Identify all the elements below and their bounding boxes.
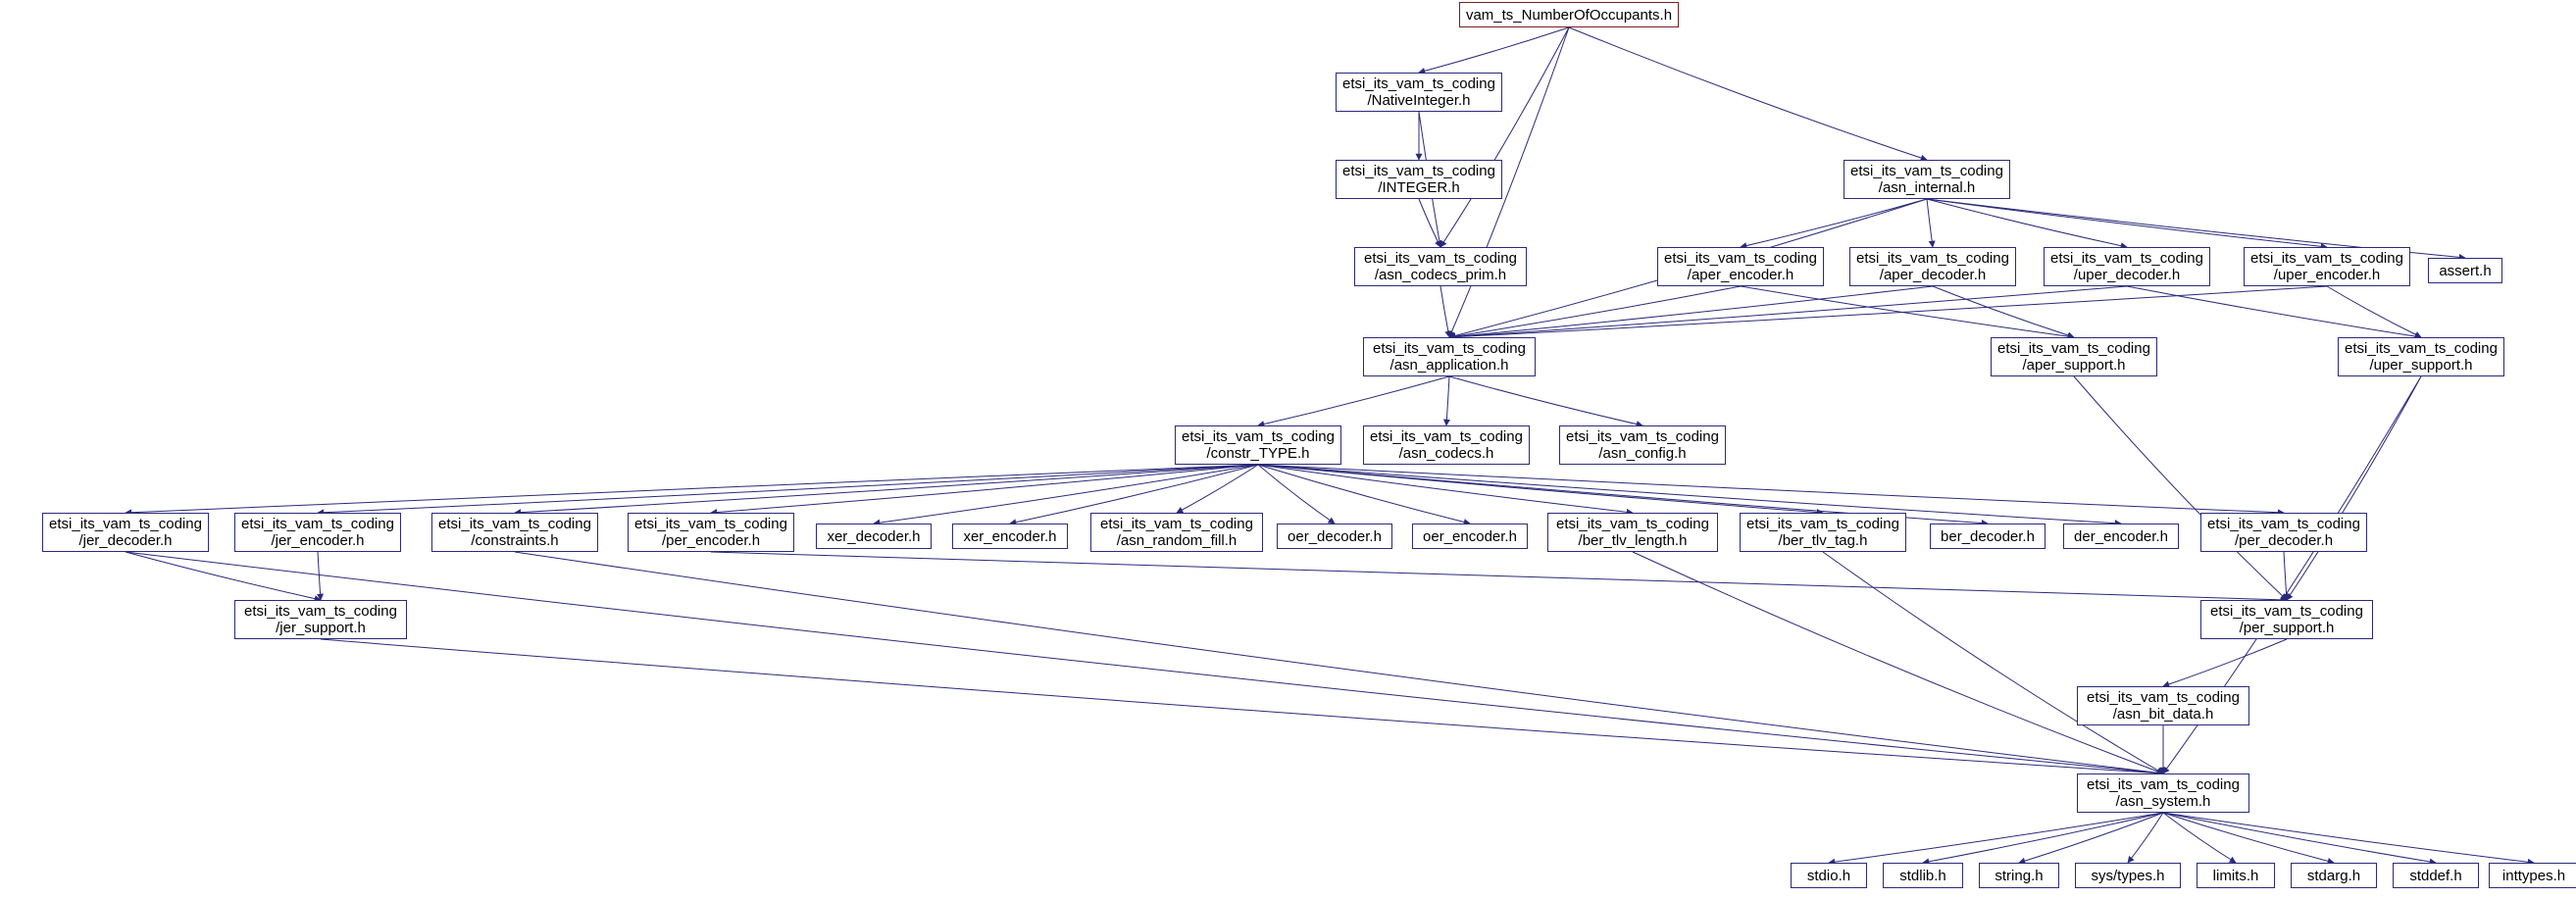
graph-node-label: oer_decoder.h <box>1288 527 1382 545</box>
graph-node-label: /asn_internal.h <box>1878 179 1976 196</box>
graph-node-label: etsi_its_vam_ts_coding <box>1364 250 1517 267</box>
graph-node-jer_decoder[interactable] <box>42 513 209 552</box>
graph-node-label: /jer_decoder.h <box>78 532 173 549</box>
graph-node-assert[interactable] <box>2428 258 2502 283</box>
graph-edge <box>126 552 2163 773</box>
graph-node-per_encoder[interactable] <box>628 513 794 552</box>
graph-node-xer_encoder[interactable] <box>952 524 1068 549</box>
graph-edge <box>2284 552 2287 600</box>
graph-node-label: /asn_config.h <box>1598 445 1687 462</box>
graph-node-label: /uper_encoder.h <box>2273 267 2381 283</box>
graph-node-label: etsi_its_vam_ts_coding <box>2087 689 2240 706</box>
graph-node-label: sys/types.h <box>2091 867 2165 884</box>
graph-node-asn_system[interactable] <box>2077 773 2249 813</box>
graph-edge <box>1927 199 2327 247</box>
graph-node-label: /aper_encoder.h <box>1687 267 1794 283</box>
graph-edge <box>1258 465 1823 513</box>
graph-node-label: /uper_decoder.h <box>2073 267 2181 283</box>
graph-node-nativeinteger[interactable] <box>1336 73 1502 112</box>
graph-node-label: etsi_its_vam_ts_coding <box>241 516 394 532</box>
graph-node-label: etsi_its_vam_ts_coding <box>1566 428 1719 445</box>
graph-edge <box>1177 465 1258 513</box>
graph-node-aper_decoder[interactable] <box>1849 247 2016 286</box>
graph-node-aper_encoder[interactable] <box>1657 247 1824 286</box>
graph-node-label: assert.h <box>2439 262 2492 279</box>
graph-node-uper_decoder[interactable] <box>2044 247 2210 286</box>
graph-node-systypes[interactable] <box>2075 863 2181 888</box>
graph-node-label: vam_ts_NumberOfOccupants.h <box>1465 6 1673 24</box>
graph-node-label: etsi_its_vam_ts_coding <box>2345 340 2498 357</box>
graph-node-label: etsi_its_vam_ts_coding <box>1856 250 2009 267</box>
graph-edge <box>1741 199 1927 247</box>
graph-node-per_decoder[interactable] <box>2200 513 2367 552</box>
graph-node-asn_application[interactable] <box>1363 337 1536 376</box>
graph-node-der_encoder[interactable] <box>2063 524 2179 549</box>
graph-node-label: etsi_its_vam_ts_coding <box>2087 776 2240 793</box>
graph-node-limits[interactable] <box>2197 863 2275 888</box>
graph-node-aper_support[interactable] <box>1991 337 2157 376</box>
graph-node-oer_encoder[interactable] <box>1412 524 1528 549</box>
graph-node-label: /per_support.h <box>2239 620 2335 636</box>
graph-edge <box>1446 376 1449 425</box>
graph-node-label: string.h <box>1995 867 2044 884</box>
graph-node-inttypes[interactable] <box>2489 863 2576 888</box>
graph-node-label: etsi_its_vam_ts_coding <box>1342 163 1495 179</box>
graph-node-label: /jer_support.h <box>276 620 366 636</box>
graph-node-label: etsi_its_vam_ts_coding <box>1556 516 1709 532</box>
graph-node-label: etsi_its_vam_ts_coding <box>2210 603 2363 620</box>
graph-node-ber_decoder[interactable] <box>1930 524 2046 549</box>
graph-node-label: /INTEGER.h <box>1378 179 1460 196</box>
graph-node-constr_TYPE[interactable] <box>1175 425 1341 465</box>
graph-node-label: limits.h <box>2212 867 2259 884</box>
graph-node-per_support[interactable] <box>2200 600 2373 639</box>
graph-node-label: etsi_its_vam_ts_coding <box>1182 428 1335 445</box>
graph-edge <box>1258 465 1470 524</box>
graph-edge <box>1258 465 2284 513</box>
graph-edge <box>1258 376 1449 425</box>
graph-edge <box>1258 465 1633 513</box>
graph-node-asn_internal[interactable] <box>1844 160 2010 199</box>
graph-node-uper_support[interactable] <box>2338 337 2504 376</box>
graph-node-xer_decoder[interactable] <box>816 524 932 549</box>
graph-node-label: etsi_its_vam_ts_coding <box>2250 250 2403 267</box>
graph-node-label: stdarg.h <box>2306 867 2361 884</box>
graph-edge <box>2163 639 2287 686</box>
graph-node-constraints[interactable] <box>431 513 598 552</box>
graph-node-label: /asn_system.h <box>2115 793 2211 810</box>
graph-edge <box>1449 286 1933 337</box>
graph-edge <box>318 465 1258 513</box>
graph-node-label: etsi_its_vam_ts_coding <box>1997 340 2150 357</box>
graph-edge <box>2163 813 2334 863</box>
graph-edge <box>1440 286 1449 337</box>
graph-edge <box>2128 813 2163 863</box>
graph-node-label: /NativeInteger.h <box>1367 92 1471 109</box>
graph-node-label: etsi_its_vam_ts_coding <box>1370 428 1523 445</box>
graph-node-label: /constraints.h <box>471 532 559 549</box>
graph-edge <box>1933 286 2074 337</box>
graph-node-label: /per_decoder.h <box>2234 532 2334 549</box>
graph-node-label: der_encoder.h <box>2074 527 2168 545</box>
graph-node-label: stdlib.h <box>1899 867 1946 884</box>
graph-node-label: /asn_codecs.h <box>1398 445 1494 462</box>
graph-node-label: /jer_encoder.h <box>271 532 365 549</box>
graph-edge <box>1449 376 1642 425</box>
graph-edge <box>1741 286 2074 337</box>
graph-node-jer_encoder[interactable] <box>234 513 401 552</box>
graph-edge <box>2163 813 2534 863</box>
graph-node-label: etsi_its_vam_ts_coding <box>1746 516 1899 532</box>
graph-edge <box>1923 813 2163 863</box>
graph-edge <box>2163 813 2436 863</box>
graph-edge <box>515 465 1258 513</box>
graph-edge <box>1419 199 1440 247</box>
graph-node-label: etsi_its_vam_ts_coding <box>2207 516 2360 532</box>
graph-node-label: stddef.h <box>2409 867 2462 884</box>
graph-node-asn_bit_data[interactable] <box>2077 686 2249 725</box>
graph-edge <box>1440 27 1569 247</box>
graph-edge <box>2019 813 2163 863</box>
graph-node-label: inttypes.h <box>2501 867 2566 884</box>
graph-node-label: /asn_random_fill.h <box>1116 532 1237 549</box>
graph-edge <box>2163 813 2236 863</box>
graph-edge <box>1449 286 1741 337</box>
graph-node-label: etsi_its_vam_ts_coding <box>1664 250 1817 267</box>
graph-edge <box>126 465 1258 513</box>
graph-node-label: ber_decoder.h <box>1941 527 2035 545</box>
graph-node-integer[interactable] <box>1336 160 1502 199</box>
graph-edge <box>1633 552 2163 773</box>
graph-node-label: /per_encoder.h <box>661 532 761 549</box>
graph-node-stdlib[interactable] <box>1883 863 1963 888</box>
graph-node-label: etsi_its_vam_ts_coding <box>634 516 787 532</box>
graph-node-stddef[interactable] <box>2393 863 2479 888</box>
graph-node-root[interactable] <box>1459 2 1679 27</box>
graph-edge <box>2074 376 2287 600</box>
graph-edge <box>1449 286 2127 337</box>
graph-node-label: etsi_its_vam_ts_coding <box>244 603 397 620</box>
graph-node-label: etsi_its_vam_ts_coding <box>1100 516 1253 532</box>
graph-node-label: /asn_application.h <box>1389 357 1509 374</box>
graph-node-string[interactable] <box>1979 863 2059 888</box>
graph-edge <box>1927 199 1933 247</box>
graph-node-ber_tlv_tag[interactable] <box>1740 513 1906 552</box>
graph-node-label: etsi_its_vam_ts_coding <box>1373 340 1526 357</box>
graph-node-label: xer_decoder.h <box>827 527 921 545</box>
graph-node-asn_config[interactable] <box>1559 425 1726 465</box>
graph-node-label: /ber_tlv_tag.h <box>1778 532 1868 549</box>
graph-edge <box>1258 465 1335 524</box>
graph-edge <box>515 552 2163 773</box>
graph-edge <box>126 552 321 600</box>
graph-edge <box>2287 376 2421 600</box>
graph-node-jer_support[interactable] <box>234 600 407 639</box>
graph-node-asn_codecs[interactable] <box>1363 425 1530 465</box>
graph-node-label: etsi_its_vam_ts_coding <box>1342 75 1495 92</box>
graph-node-stdarg[interactable] <box>2291 863 2377 888</box>
graph-edge <box>1569 27 1927 160</box>
graph-edge <box>2127 286 2421 337</box>
graph-node-uper_encoder[interactable] <box>2244 247 2410 286</box>
graph-node-label: xer_encoder.h <box>963 527 1057 545</box>
graph-node-label: etsi_its_vam_ts_coding <box>2050 250 2203 267</box>
graph-edge <box>1419 27 1569 73</box>
graph-node-label: /uper_support.h <box>2369 357 2473 374</box>
graph-node-label: /constr_TYPE.h <box>1206 445 1310 462</box>
graph-node-label: /aper_support.h <box>2022 357 2126 374</box>
graph-node-label: etsi_its_vam_ts_coding <box>438 516 591 532</box>
graph-edge <box>1927 199 2127 247</box>
graph-edge <box>1449 286 2327 337</box>
graph-node-ber_tlv_length[interactable] <box>1547 513 1718 552</box>
graph-edge <box>1829 813 2163 863</box>
graph-node-asn_codecs_prim[interactable] <box>1354 247 1527 286</box>
graph-edge <box>318 552 321 600</box>
graph-edge <box>321 639 2163 773</box>
graph-node-label: etsi_its_vam_ts_coding <box>49 516 202 532</box>
graph-node-oer_decoder[interactable] <box>1277 524 1392 549</box>
graph-node-label: /aper_decoder.h <box>1879 267 1987 283</box>
graph-edge <box>711 552 2287 600</box>
graph-node-label: oer_encoder.h <box>1423 527 1517 545</box>
graph-node-label: stdio.h <box>1806 867 1851 884</box>
graph-node-label: etsi_its_vam_ts_coding <box>1850 163 2003 179</box>
graph-node-label: /asn_bit_data.h <box>2112 706 2214 723</box>
graph-node-asn_random_fill[interactable] <box>1090 513 1263 552</box>
graph-node-label: /ber_tlv_length.h <box>1578 532 1688 549</box>
graph-node-stdio[interactable] <box>1791 863 1867 888</box>
graph-edge <box>2327 286 2421 337</box>
graph-edge <box>711 465 1258 513</box>
graph-node-label: /asn_codecs_prim.h <box>1374 267 1507 283</box>
graph-edge <box>1823 552 2163 773</box>
